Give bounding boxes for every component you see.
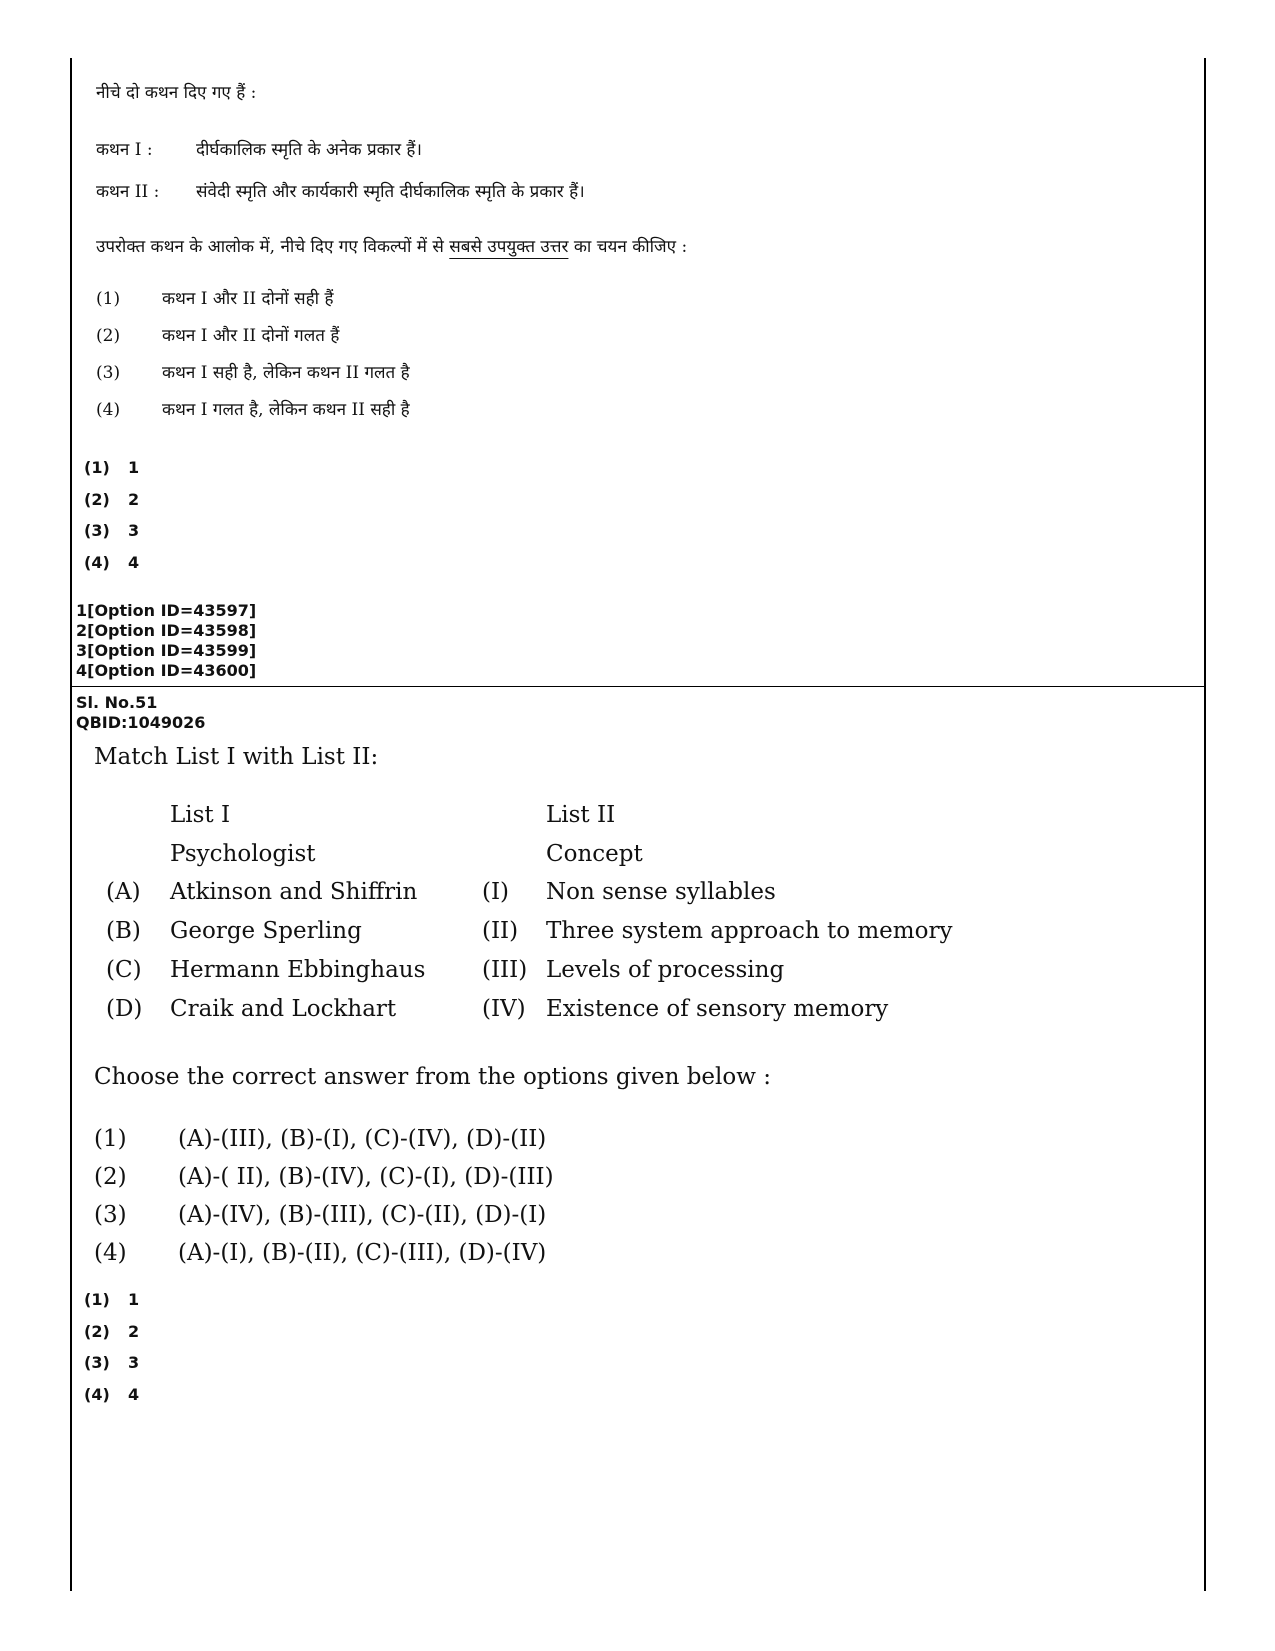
statement-label: कथन II :	[96, 182, 160, 202]
q51-option-4: (4) (A)-(I), (B)-(II), (C)-(III), (D)-(IV)	[94, 1240, 547, 1266]
q51-option-1: (1) (A)-(III), (B)-(I), (C)-(IV), (D)-(II)	[94, 1126, 547, 1152]
q51-answer-4: (4) 4	[84, 1385, 140, 1404]
q50-statement-1	[96, 137, 422, 160]
q51-answer-2: (2) 2	[84, 1322, 140, 1341]
q50-answer-2: (2) 2	[84, 490, 140, 509]
q51-prompt: Match List I with List II:	[94, 744, 379, 770]
q50-answer-4: (4) 4	[84, 553, 140, 572]
list1-header: List I	[170, 802, 231, 828]
q50-option-1: (1) कथन I और II दोनों सही हैं	[96, 289, 334, 309]
q50-statement-2	[96, 179, 585, 202]
q51-answer-1: (1) 1	[84, 1290, 140, 1309]
page-left-border	[70, 58, 72, 1591]
q51-option-3: (3) (A)-(IV), (B)-(III), (C)-(II), (D)-(I)	[94, 1202, 547, 1228]
option-id: 2[Option ID=43598]	[76, 621, 257, 640]
statement-label: कथन I :	[96, 140, 153, 160]
option-id: 4[Option ID=43600]	[76, 661, 257, 680]
q50-option-ids	[76, 601, 256, 681]
list2-subheader: Concept	[546, 841, 643, 867]
q50-instruction: उपरोक्त कथन के आलोक में, नीचे दिए गए विकल्पों में से सबसे उपयुक्त उत्तर का चयन कीजिए :	[96, 237, 688, 257]
list2-header: List II	[546, 802, 616, 828]
statement-text: संवेदी स्मृति और कार्यकारी स्मृति दीर्घकालिक स्मृति के प्रकार हैं।	[196, 182, 585, 202]
q51-choose-instruction: Choose the correct answer from the options given below :	[94, 1064, 771, 1090]
q50-option-3: (3) कथन I सही है, लेकिन कथन II गलत है	[96, 363, 410, 383]
qbid: QBID:1049026	[76, 713, 206, 732]
q51-header	[76, 693, 205, 733]
statement-text: दीर्घकालिक स्मृति के अनेक प्रकार हैं।	[196, 140, 422, 160]
q50-option-2: (2) कथन I और II दोनों गलत हैं	[96, 326, 340, 346]
q50-intro: नीचे दो कथन दिए गए हैं :	[96, 83, 257, 103]
serial-number: Sl. No.51	[76, 693, 158, 712]
option-id: 3[Option ID=43599]	[76, 641, 257, 660]
underlined-phrase: सबसे उपयुक्त उत्तर	[449, 237, 569, 257]
q50-answer-1: (1) 1	[84, 458, 140, 477]
list1-subheader: Psychologist	[170, 841, 316, 867]
option-id: 1[Option ID=43597]	[76, 601, 257, 620]
q51-option-2: (2) (A)-( II), (B)-(IV), (C)-(I), (D)-(III)	[94, 1164, 554, 1190]
q50-option-4: (4) कथन I गलत है, लेकिन कथन II सही है	[96, 400, 410, 420]
q50-answer-3: (3) 3	[84, 521, 140, 540]
question-separator	[70, 686, 1206, 687]
page-right-border	[1204, 58, 1206, 1591]
q51-answer-3: (3) 3	[84, 1353, 140, 1372]
